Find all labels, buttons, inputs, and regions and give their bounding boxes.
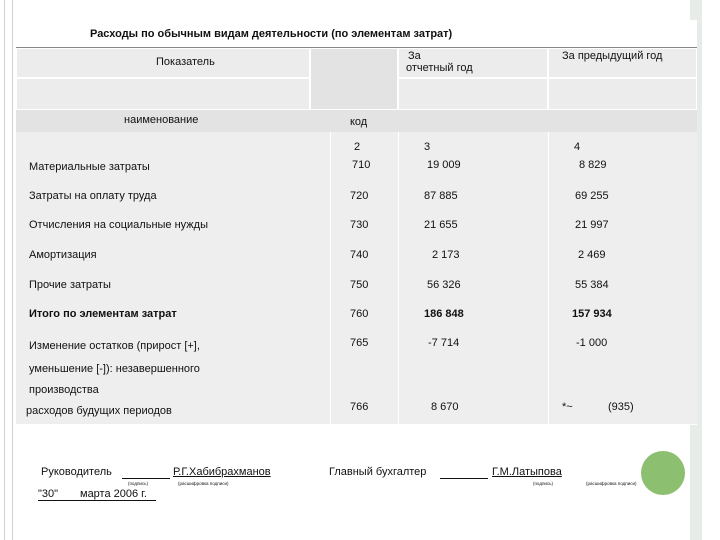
row-code: 720 xyxy=(350,190,369,202)
row-current: 186 848 xyxy=(424,308,464,320)
row-name-line2: уменьшение [-]): незавершенного xyxy=(29,363,200,375)
frame-line-left xyxy=(4,0,5,540)
header-previous: За предыдущий год xyxy=(562,50,663,62)
accountant-sign-line xyxy=(440,478,488,479)
column-divider xyxy=(548,132,549,424)
row-name-total: Итого по элементам затрат xyxy=(29,308,177,320)
head-label: Руководитель xyxy=(41,466,112,478)
decorative-circle xyxy=(641,451,685,495)
accountant-decode-caption: (расшифровка подписи) xyxy=(586,481,637,486)
row-current: 8 670 xyxy=(431,401,459,413)
accountant-name: Г.М.Латыпова xyxy=(492,466,562,478)
row-current: -7 714 xyxy=(428,337,460,349)
frame-line-left-inner xyxy=(12,0,13,540)
header-current-line2: отчетный год xyxy=(406,62,473,74)
row-previous: -1 000 xyxy=(576,337,608,349)
table-title-bar xyxy=(16,20,697,48)
row-code: 730 xyxy=(350,219,369,231)
row-code: 710 xyxy=(352,159,371,171)
row-previous: 21 997 xyxy=(575,219,609,231)
row-name: Отчисления на социальные нужды xyxy=(29,219,208,231)
table-title: Расходы по обычным видам деятельности (по элементам затрат) xyxy=(90,28,453,40)
row-current: 87 885 xyxy=(424,190,458,202)
head-sign-caption: (подпись) xyxy=(128,481,149,486)
row-current: 19 009 xyxy=(427,159,461,171)
header-cell-code-top xyxy=(310,48,398,110)
row-previous-mark: *~ xyxy=(562,401,573,413)
row-previous: 55 384 xyxy=(575,279,609,291)
row-previous: 2 469 xyxy=(578,249,606,261)
column-divider xyxy=(398,132,399,424)
accountant-label: Главный бухгалтер xyxy=(329,466,427,478)
row-name-line1: Изменение остатков (прирост [+], xyxy=(29,340,200,352)
row-code: 750 xyxy=(350,279,369,291)
header-cell-blank xyxy=(16,78,310,110)
row-current: 21 655 xyxy=(424,219,458,231)
row-current: 2 173 xyxy=(432,249,460,261)
row-code: 740 xyxy=(350,249,369,261)
header-current-line1: За xyxy=(408,50,421,62)
row-code: 766 xyxy=(350,401,369,413)
column-divider xyxy=(330,132,331,424)
date-rest: марта 2006 г. xyxy=(80,488,147,500)
row-name: Прочие затраты xyxy=(29,279,111,291)
row-previous: 69 255 xyxy=(575,190,609,202)
row-name-line3: производства xyxy=(29,384,99,396)
table-row xyxy=(16,132,697,183)
header-indicator: Показатель xyxy=(156,56,215,68)
column-number-4: 4 xyxy=(574,141,581,153)
date-underline xyxy=(38,500,156,501)
header-code: код xyxy=(350,116,368,128)
head-sign-line xyxy=(122,478,170,479)
row-code: 760 xyxy=(350,308,369,320)
header-name: наименование xyxy=(124,114,199,126)
row-current: 56 326 xyxy=(427,279,461,291)
head-decode-caption: (расшифровка подписи) xyxy=(178,481,229,486)
column-number-3: 3 xyxy=(424,141,431,153)
row-name: Материальные затраты xyxy=(29,161,150,173)
row-name: Амортизация xyxy=(29,249,97,261)
row-previous: 157 934 xyxy=(572,308,612,320)
head-name: Р.Г.Хабибрахманов xyxy=(173,466,271,478)
header-cell-blank-2 xyxy=(398,78,548,110)
row-code: 765 xyxy=(350,337,369,349)
date-quote: "30" xyxy=(38,488,59,500)
accountant-sign-caption: (подпись) xyxy=(533,481,554,486)
row-name: расходов будущих периодов xyxy=(26,405,172,417)
column-number-2: 2 xyxy=(354,141,361,153)
row-previous: 8 829 xyxy=(579,159,607,171)
row-previous: (935) xyxy=(608,401,634,413)
header-cell-blank-3 xyxy=(548,78,697,110)
row-name: Затраты на оплату труда xyxy=(29,190,157,202)
